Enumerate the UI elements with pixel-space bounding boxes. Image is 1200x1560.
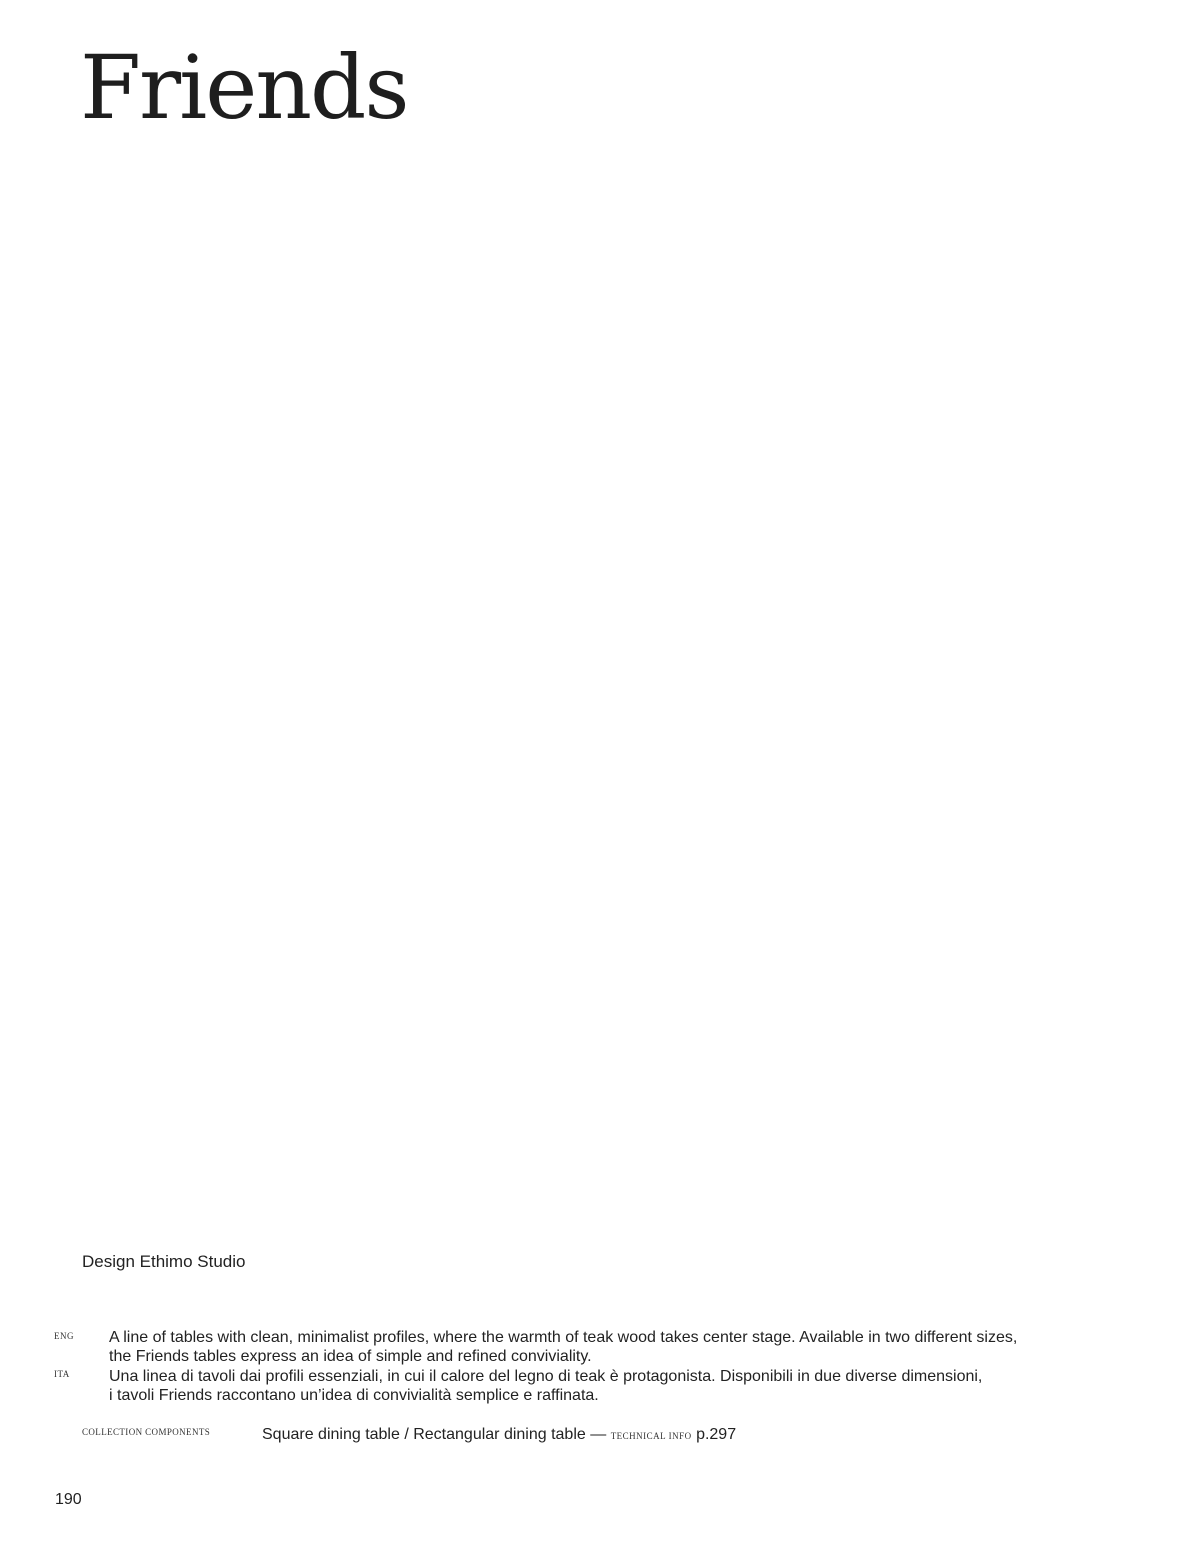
designer-credit: Design Ethimo Studio: [82, 1252, 246, 1271]
description-ita-line: Una linea di tavoli dai profili essenziali, in cui il calore del legno di teak è protagonista. Disponibili in due diverse dimensioni,: [109, 1368, 983, 1385]
collection-components: [262, 1425, 736, 1446]
description-eng-line: the Friends tables express an idea of simple and refined conviviality.: [109, 1348, 592, 1365]
description-eng-line: A line of tables with clean, minimalist profiles, where the warmth of teak wood takes center stage. Available in two different sizes,: [109, 1329, 1018, 1346]
page-title: Friends: [80, 36, 408, 139]
description-ita: [109, 1367, 1109, 1405]
technical-info-page: p.297: [696, 1426, 737, 1443]
lang-tag-ita: ITA: [54, 1369, 70, 1379]
collection-items: Square dining table / Rectangular dining table —: [262, 1426, 607, 1443]
technical-info-label: TECHNICAL INFO: [610, 1431, 692, 1441]
description-eng: [109, 1328, 1109, 1366]
page-number: 190: [55, 1491, 82, 1508]
collection-components-label: COLLECTION COMPONENTS: [82, 1427, 211, 1437]
description-ita-line: i tavoli Friends raccontano un’idea di convivialità semplice e raffinata.: [109, 1387, 599, 1404]
lang-tag-eng: ENG: [54, 1331, 74, 1341]
